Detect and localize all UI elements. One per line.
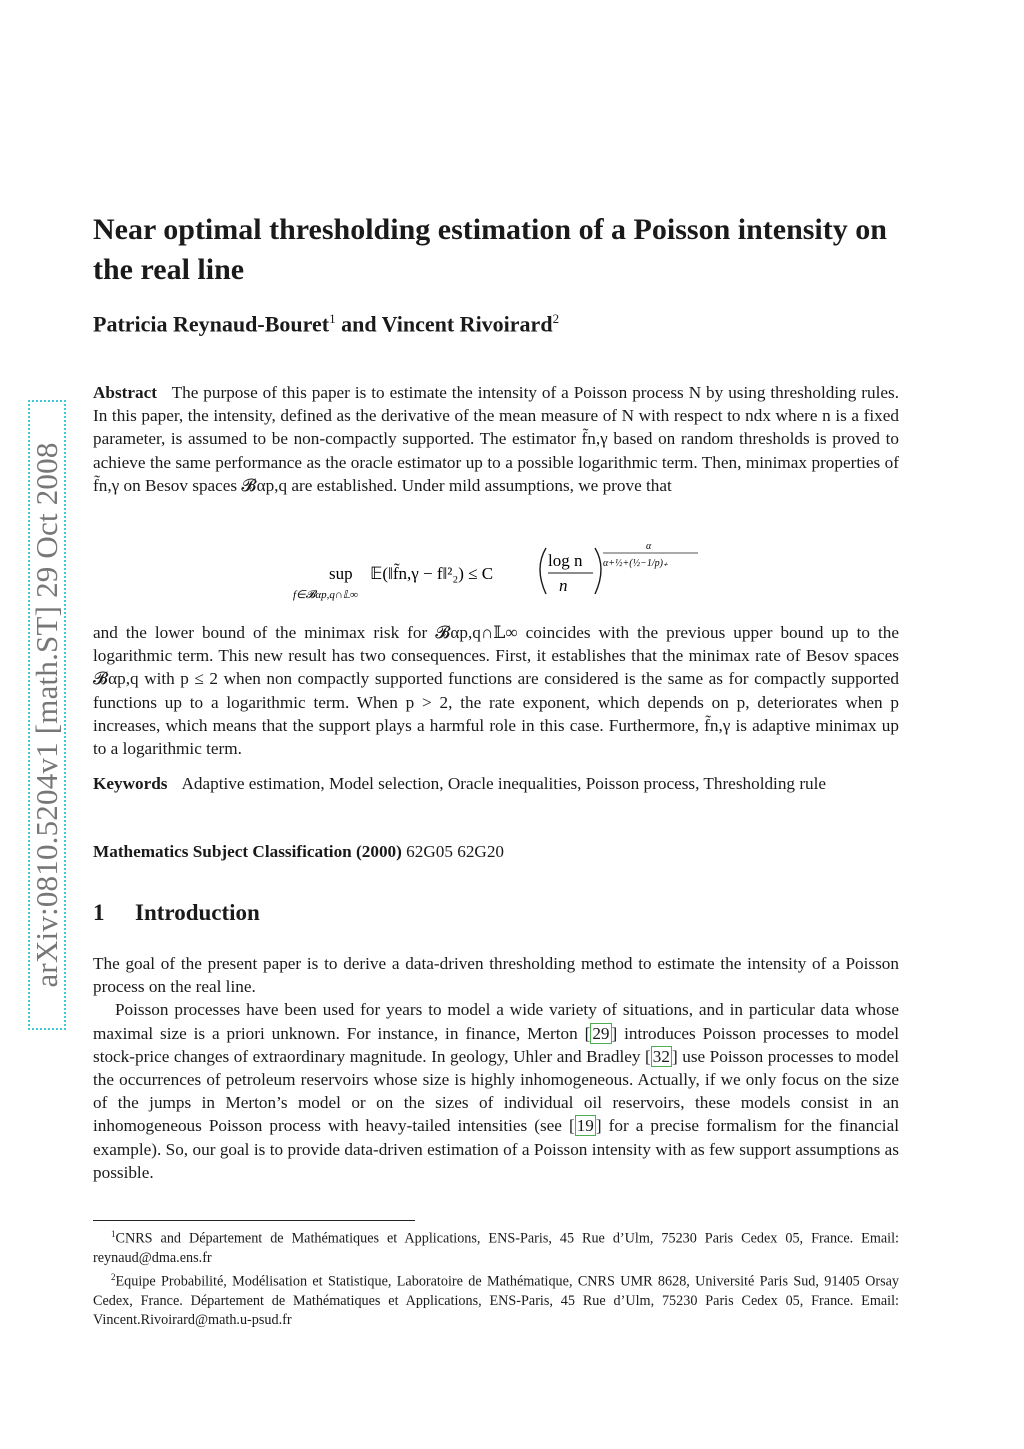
arxiv-id: arXiv:0810.5204v1 [math.ST] 29 Oct 2008 <box>29 442 64 988</box>
author-1-footnote-mark: 1 <box>329 311 336 326</box>
footnotes <box>93 1225 899 1330</box>
intro-text-a: Poisson processes have been used for years to model a wide variety of situations, and in particular data whose maximal size is a priori unknown. For instance, in finance, Merton <box>93 1000 899 1043</box>
intro-text-b: introduces Poisson processes to model stock-price changes of extraordinary magnitude. In geology, Uhler and Bradley <box>93 1023 900 1066</box>
author-1: Patricia Reynaud-Bouret <box>93 311 330 337</box>
keywords-label: Keywords <box>93 774 168 793</box>
section-heading-introduction <box>93 900 260 926</box>
msc-label: Mathematics Subject Classification (2000) <box>93 842 402 861</box>
main-equation <box>93 542 899 612</box>
msc-codes: 62G05 62G20 <box>406 842 505 861</box>
eq-sup-subscript: f∈𝓑αp,q∩𝕃∞ <box>293 589 358 601</box>
keywords-text: Adaptive estimation, Model selection, Oracle inequalities, Poisson process, Thresholding rule <box>181 774 827 793</box>
abstract-text: The purpose of this paper is to estimate the intensity of a Poisson process N by using thresholding rules. In this paper, the intensity, defined as the derivative of the mean measure of N with respect to ndx where n is a fixed parameter, is assumed to be non-compactly supported. The estimator f̃n,γ based on random thresholds is proved to achieve the same performance as the oracle estimator up to a possible logarithmic term. Then, minimax properties of f̃n,γ on Besov spaces 𝓑αp,q are established. Under mild assumptions, we prove that <box>93 383 899 495</box>
citation-19-link[interactable]: 19 <box>576 1116 594 1136</box>
intro-paragraph-1: The goal of the present paper is to derive a data-driven thresholding method to estimate the intensity of a Poisson process on the real line. <box>93 954 899 997</box>
abstract <box>93 381 899 497</box>
footnote-1 <box>93 1225 899 1268</box>
keywords <box>93 772 899 795</box>
abstract-continued: and the lower bound of the minimax risk for 𝓑αp,q∩𝕃∞ coincides with the previous upper bound up to the logarithmic term. This new result has two consequences. First, it establishes that the minimax rate of Besov spaces 𝓑αp,q with p ≤ 2 when non compactly supported functions are considered is the same as for compactly supported functions up to a logarithmic term. When p > 2, the rate exponent, which depends on p, deteriorates when p increases, which means that the support plays a harmful role in this case. Furthermore, f̃n,γ is adaptive minimax up to a logarithmic term. <box>93 623 899 759</box>
eq-expectation: 𝔼(‖f̃n,γ − f‖²₂) ≤ C <box>370 564 494 583</box>
eq-exponent-denominator: α+½+(½−1/p)₊ <box>603 558 669 569</box>
footnote-rule <box>93 1220 415 1221</box>
eq-right-paren <box>595 548 601 594</box>
footnote-1-mark: 1 <box>111 1229 116 1239</box>
footnote-2-text: Equipe Probabilité, Modélisation et Statistique, Laboratoire de Mathématique, CNRS UMR 8628, Université Paris Sud, 91405 Orsay Cedex, France. Département de Mathématiques et Applications, ENS-Paris, 45 Rue d’Ulm, 75230 Paris Cedex 05, France. Email: Vincent.Rivoirard@math.u-psud.fr <box>93 1273 899 1329</box>
introduction-body <box>93 952 899 1184</box>
arxiv-stamp[interactable] <box>28 400 66 1030</box>
footnote-1-text: CNRS and Département de Mathématiques et Applications, ENS-Paris, 45 Rue d’Ulm, 75230 Paris Cedex 05, France. Email: reynaud@dma.ens.fr <box>93 1230 899 1266</box>
intro-paragraph-2: Poisson processes have been used for years to model a wide variety of situations, and in particular data whose maximal size is a priori unknown. For instance, in finance, Merton [ 29 ] introduces Poisson processes to model stock-price changes of extraordinary magnitude. In geology, Uhler and Bradley [ 32 ] use Poisson processes to model the occurrences of petroleum reservoirs whose size is highly inhomogeneous. Actually, if we only focus on the size of the jumps in Merton’s model or on the sizes of individual oil reservoirs, these models consist in an inhomogeneous Poisson process with heavy-tailed intensities (see [ 19 ] for a precise formalism for the financial example). So, our goal is to provide data-driven estimation of a Poisson intensity with as few support assumptions as possible. <box>93 1000 900 1182</box>
eq-fraction-numerator: log n <box>548 551 583 570</box>
eq-sup: sup <box>329 564 353 583</box>
author-2: Vincent Rivoirard <box>381 311 553 337</box>
section-title: Introduction <box>135 900 260 925</box>
abstract-label: Abstract <box>93 383 157 402</box>
authors-and: and <box>341 311 377 337</box>
section-number: 1 <box>93 900 105 925</box>
footnote-2 <box>93 1268 899 1330</box>
intro-text-c: use Poisson processes to model the occurrences of petroleum reservoirs whose size is highly inhomogeneous. Actually, if we only focus on the size of the jumps in Merton’s model or on the sizes of individual oil reservoirs, these models consist in an inhomogeneous Poisson process with heavy-tailed intensities (see <box>93 1046 899 1136</box>
msc-classification <box>93 842 504 862</box>
author-2-footnote-mark: 2 <box>552 311 560 326</box>
authors <box>93 311 559 337</box>
footnote-2-mark: 2 <box>111 1272 116 1283</box>
eq-exponent-numerator: α <box>646 542 652 552</box>
citation-29-link[interactable]: 29 <box>592 1023 610 1043</box>
intro-text-d: for a precise formalism for the financial example). So, our goal is to provide data-driven estimation of a Poisson intensity with as few support assumptions as possible. <box>93 1116 899 1182</box>
paper-title: Near optimal thresholding estimation of a Poisson intensity on the real line <box>93 213 887 286</box>
eq-fraction-denominator: n <box>559 576 568 595</box>
eq-left-paren <box>540 548 546 594</box>
citation-32-link[interactable]: 32 <box>652 1046 670 1066</box>
